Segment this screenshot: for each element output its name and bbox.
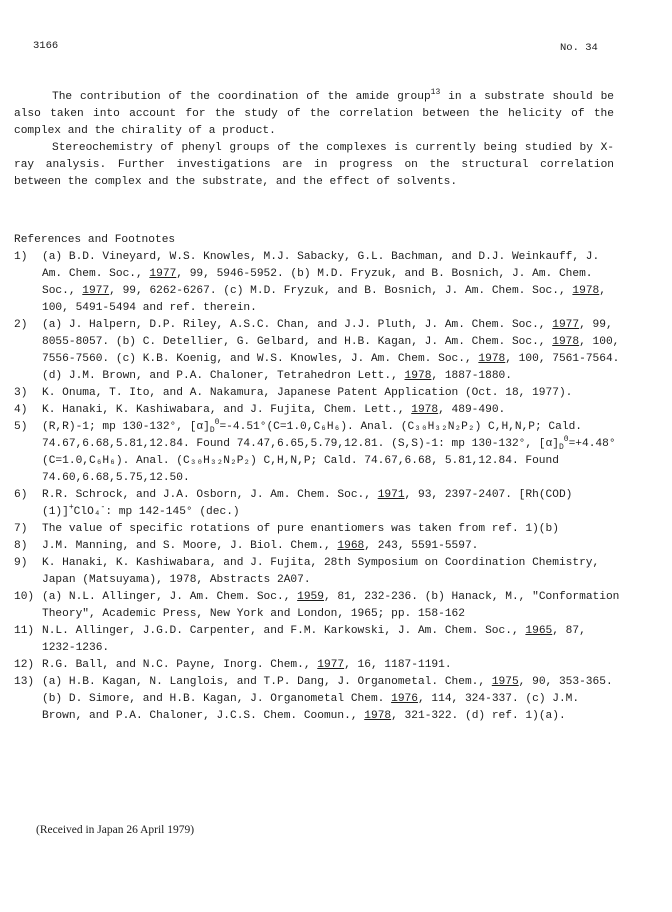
text-run: R.R. Schrock, and J.A. Osborn, J. Am. Chem. Soc.,: [42, 489, 378, 501]
reference-item: [14, 419, 624, 487]
text-run: , 100, 7556-7560. (c) K.B. Koenig, and W.S. Knowles, J. Am. Chem. Soc.,: [42, 336, 620, 365]
reference-number: 6): [14, 489, 28, 501]
reference-text: [42, 623, 624, 657]
page-number: 3166: [33, 40, 59, 52]
reference-text: [42, 487, 624, 521]
reference-item: [14, 402, 624, 419]
text-run: , 87, 1232-1236.: [42, 625, 586, 654]
reference-item: [14, 317, 624, 385]
reference-text: [42, 538, 624, 555]
text-run: , 99, 8055-8057. (b) C. Detellier, G. Gelbard, and H.B. Kagan, J. Am. Chem. Soc.,: [42, 319, 613, 348]
text-run: , 100, 5491-5494 and ref. therein.: [42, 285, 606, 314]
reference-item: [14, 385, 624, 402]
text-run: N.L. Allinger, J.G.D. Carpenter, and F.M. Karkowski, J. Am. Chem. Soc.,: [42, 625, 526, 637]
text-run: , 321-322. (d) ref. 1)(a).: [391, 710, 566, 722]
underlined-year: 1976: [391, 693, 418, 705]
text-run: (R,R)-1; mp 130-132°, [α]: [42, 421, 210, 433]
reference-number: 10): [14, 591, 35, 603]
reference-number: 12): [14, 659, 35, 671]
reference-text: [42, 589, 624, 623]
text-run: K. Hanaki, K. Kashiwabara, and J. Fujita, 28th Symposium on Coordination Chemistry, Japan (Matsuyama), 1978, Abstracts 2A07.: [42, 557, 600, 586]
references-heading: References and Footnotes: [14, 234, 176, 246]
underlined-year: 1975: [491, 676, 519, 688]
reference-item: [14, 623, 624, 657]
body-text: [14, 89, 614, 191]
received-note: (Received in Japan 26 April 1979): [36, 824, 195, 836]
reference-number: 4): [14, 404, 28, 416]
reference-number: 8): [14, 540, 28, 552]
text-run: R.G. Ball, and N.C. Payne, Inorg. Chem.,: [42, 659, 318, 671]
text-run: K. Onuma, T. Ito, and A. Nakamura, Japanese Patent Application (Oct. 18, 1977).: [42, 387, 573, 399]
text-run: The contribution of the coordination of the amide group: [52, 91, 431, 103]
reference-item: [14, 589, 624, 623]
reference-number: 11): [14, 625, 35, 637]
reference-text: [42, 555, 624, 589]
reference-text: [42, 402, 624, 419]
superscript: 0: [214, 418, 220, 427]
text-run: , 16, 1187-1191.: [344, 659, 452, 671]
text-run: (a) N.L. Allinger, J. Am. Chem. Soc.,: [42, 591, 298, 603]
issue-label: No. 34: [560, 42, 598, 54]
underlined-year: 1977: [552, 319, 580, 331]
underlined-year: 1978: [411, 404, 439, 416]
text-run: =-4.51°(C=1.0,C₆H₆). Anal. (C₃₀H₃₂N₂P₂) C,H,N,P; Cald. 74.67,6.68,5.81,12.84. Found 74.47,6.65,5.79,12.81. (S,S)-1: mp 130-132°, [α]: [42, 421, 583, 450]
reference-text: [42, 521, 624, 538]
text-run: : mp 142-145° (dec.): [105, 506, 240, 518]
reference-item: [14, 538, 624, 555]
underlined-year: 1978: [478, 353, 506, 365]
paragraph-1: [14, 89, 614, 140]
underlined-year: 1959: [297, 591, 324, 603]
text-run: , 93, 2397-2407. [Rh(COD)(1)]: [42, 489, 573, 518]
text-run: (a) H.B. Kagan, N. Langlois, and T.P. Dang, J. Organometal. Chem.,: [42, 676, 492, 688]
underlined-year: 1978: [552, 336, 580, 348]
underlined-year: 1965: [525, 625, 553, 637]
text-run: , 90, 353-365. (b) D. Simore, and H.B. Kagan, J. Organometal Chem.: [42, 676, 613, 705]
text-run: , 99, 6262-6267. (c) M.D. Fryzuk, and B. Bosnich, J. Am. Chem. Soc.,: [109, 285, 573, 297]
underlined-year: 1978: [572, 285, 600, 297]
reference-item: [14, 555, 624, 589]
underlined-year: 1971: [377, 489, 405, 501]
underlined-year: 1978: [364, 710, 392, 722]
text-run: , 114, 324-337. (c) J.M. Brown, and P.A. Chaloner, J.C.S. Chem. Coomun.,: [42, 693, 580, 722]
superscript: -: [100, 503, 106, 512]
reference-text: [42, 657, 624, 674]
text-run: K. Hanaki, K. Kashiwabara, and J. Fujita, Chem. Lett.,: [42, 404, 412, 416]
reference-text: [42, 419, 624, 487]
reference-number: 13): [14, 676, 35, 688]
text-run: in a substrate should be also taken into account for the study of the correlation between the helicity of the complex and the chirality of a product.: [14, 91, 615, 137]
reference-text: [42, 385, 624, 402]
reference-item: [14, 674, 624, 725]
underlined-year: 1977: [317, 659, 345, 671]
references-list: [14, 249, 624, 725]
text-run: , 81, 232-236. (b) Hanack, M., "Conformation Theory", Academic Press, New York and London, 1965; pp. 158-162: [42, 591, 620, 620]
reference-number: 5): [14, 421, 28, 433]
superscript: 0: [563, 435, 569, 444]
reference-item: [14, 521, 624, 538]
reference-text: [42, 249, 624, 317]
reference-text: [42, 317, 624, 385]
reference-item: [14, 657, 624, 674]
paragraph-2: [14, 140, 614, 191]
underlined-year: 1977: [149, 268, 177, 280]
text-run: ClO₄: [73, 506, 101, 518]
subscript: D: [209, 426, 215, 436]
underlined-year: 1968: [337, 540, 365, 552]
underlined-year: 1977: [82, 285, 110, 297]
text-run: The value of specific rotations of pure enantiomers was taken from ref. 1)(b): [42, 523, 559, 535]
reference-item: [14, 487, 624, 521]
superscript: +: [68, 503, 74, 512]
text-run: =+4.48°(C=1.0,C₆H₆). Anal. (C₃₀H₃₂N₂P₂) C,H,N,P; Cald. 74.67,6.68, 5.81,12.84. Found 74.60,6.68,5.75,12.50.: [42, 438, 616, 484]
reference-number: 9): [14, 557, 28, 569]
reference-number: 2): [14, 319, 28, 331]
text-run: (a) B.D. Vineyard, W.S. Knowles, M.J. Sabacky, G.L. Bachman, and D.J. Weinkauff, J. Am. Chem. Soc.,: [42, 251, 600, 280]
text-run: J.M. Manning, and S. Moore, J. Biol. Chem.,: [42, 540, 338, 552]
text-run: , 100, 7561-7564. (d) J.M. Brown, and P.A. Chaloner, Tetrahedron Lett.,: [42, 353, 620, 382]
reference-number: 1): [14, 251, 28, 263]
text-run: , 1887-1880.: [431, 370, 512, 382]
text-run: , 243, 5591-5597.: [364, 540, 479, 552]
text-run: (a) J. Halpern, D.P. Riley, A.S.C. Chan, and J.J. Pluth, J. Am. Chem. Soc.,: [42, 319, 553, 331]
text-run: Stereochemistry of phenyl groups of the complexes is currently being studied by X-ray analysis. Further investigations are in progress on the structural correlation between the complex and the substrate, and the effect of solvents.: [14, 142, 614, 188]
reference-item: [14, 249, 624, 317]
subscript: D: [558, 443, 564, 453]
reference-text: [42, 674, 624, 725]
text-run: , 489-490.: [438, 404, 506, 416]
underlined-year: 1978: [404, 370, 432, 382]
superscript: 13: [430, 88, 441, 97]
text-run: , 99, 5946-5952. (b) M.D. Fryzuk, and B. Bosnich, J. Am. Chem. Soc.,: [42, 268, 593, 297]
reference-number: 3): [14, 387, 28, 399]
reference-number: 7): [14, 523, 28, 535]
